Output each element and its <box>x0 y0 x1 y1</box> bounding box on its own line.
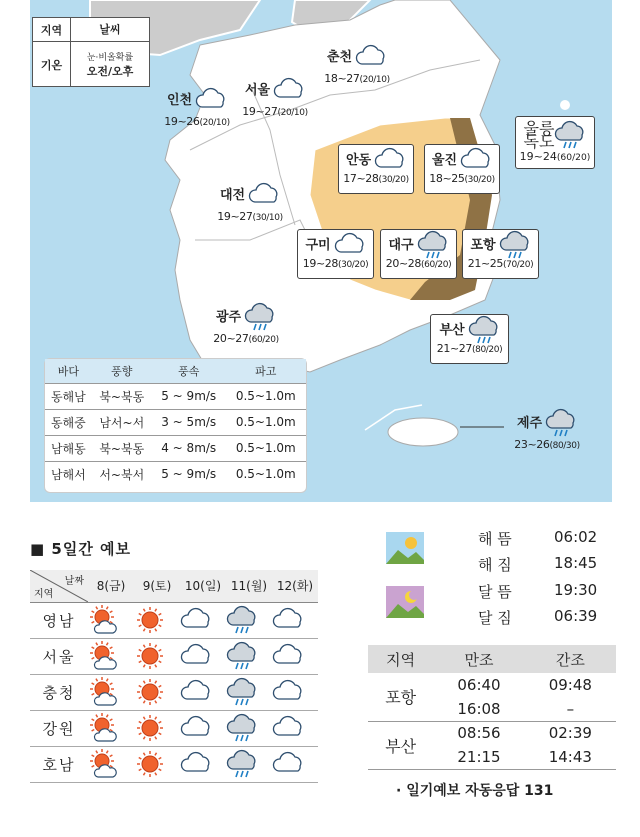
cloud-icon <box>272 605 318 635</box>
tide-header: 간조 <box>525 645 616 673</box>
sea-table <box>44 358 307 493</box>
forecast-cell <box>226 674 272 710</box>
tide-high: 21:15 <box>433 745 524 769</box>
sea-cell: 0.5~1.0m <box>226 409 306 435</box>
forecast-cell <box>272 674 318 710</box>
forecast-title: 5일간 예보 <box>51 540 132 558</box>
city-temp: 19~26 <box>164 115 200 128</box>
city-name: 춘천 <box>326 49 353 65</box>
forecast-cell <box>272 602 318 638</box>
city-rain: (30/10) <box>252 213 283 223</box>
city-daejeon <box>210 180 290 225</box>
forecast-region: 충청 <box>30 674 88 710</box>
forecast-region: 강원 <box>30 710 88 746</box>
sea-cell: 남해서 <box>45 461 92 487</box>
city-temp: 19~27 <box>217 210 253 223</box>
forecast-cell <box>134 674 180 710</box>
city-temp: 19~27 <box>242 105 278 118</box>
cloud-icon <box>272 713 318 743</box>
day-header: 11(월) <box>226 570 272 602</box>
rain-icon <box>499 230 531 260</box>
city-rain: (20/10) <box>277 108 308 118</box>
cloud-icon <box>272 749 318 779</box>
tide-high: 16:08 <box>433 697 524 721</box>
cloud-icon <box>248 180 280 210</box>
sea-header: 풍향 <box>92 359 152 383</box>
sun-icon <box>134 605 180 635</box>
moonset-label: 달 짐 <box>478 609 512 627</box>
cloud-icon <box>272 677 318 707</box>
city-temp: 19~24 <box>519 150 557 163</box>
sun-icon <box>134 641 180 671</box>
legend-rain-label: 눈·비올확률 <box>86 52 134 63</box>
city-name: 구미 <box>305 237 331 253</box>
forecast-corner <box>30 570 88 602</box>
tide-table <box>368 645 616 770</box>
five-day-forecast <box>30 538 318 783</box>
city-temp: 20~28 <box>385 257 422 270</box>
city-rain: (80/20) <box>472 345 503 355</box>
city-name: 대전 <box>219 187 246 203</box>
moonrise-time: 19:30 <box>554 581 598 599</box>
city-rain: (20/10) <box>359 75 390 85</box>
cloud-icon <box>355 42 387 72</box>
city-seoul <box>235 75 315 120</box>
day-header: 9(토) <box>134 570 180 602</box>
rain-icon <box>226 605 272 635</box>
tide-region: 포항 <box>368 673 433 721</box>
city-rain: (60/20) <box>248 335 279 345</box>
legend-region-label: 지역 <box>33 18 71 41</box>
city-name: 울진 <box>431 152 458 168</box>
rain-icon <box>226 749 272 779</box>
square-bullet-icon: ■ <box>30 540 52 558</box>
tide-high: 06:40 <box>457 676 501 694</box>
cloud-icon <box>180 605 226 635</box>
city-andong <box>338 144 414 194</box>
map-legend <box>32 17 150 87</box>
city-pohang <box>462 229 539 279</box>
sea-row <box>45 409 306 435</box>
rain-icon <box>226 677 272 707</box>
moonrise-label: 달 뜸 <box>478 583 512 601</box>
moonset-time: 06:39 <box>554 607 598 625</box>
tide-header: 만조 <box>433 645 524 673</box>
forecast-cell <box>88 746 134 782</box>
auto-response-line: · 일기예보 자동응답 131 <box>396 783 554 799</box>
sea-cell: 서~북서 <box>92 461 152 487</box>
forecast-region: 서울 <box>30 638 88 674</box>
forecast-cell <box>134 638 180 674</box>
city-name: 광주 <box>215 309 242 325</box>
cloud-icon <box>180 749 226 779</box>
forecast-row <box>30 638 318 674</box>
sea-cell: 0.5~1.0m <box>226 435 306 461</box>
legend-weather-label: 날씨 <box>99 22 121 36</box>
corner-date-label: 날짜 <box>64 576 84 587</box>
city-chuncheon <box>320 42 394 87</box>
forecast-cell <box>134 746 180 782</box>
sea-cell: 0.5~1.0m <box>226 461 306 487</box>
sea-row <box>45 461 306 487</box>
cloud-icon <box>374 145 406 175</box>
legend-ampm-label: 오전/오후 <box>86 64 134 78</box>
tide-region: 부산 <box>368 721 433 769</box>
city-name: 부산 <box>439 322 465 338</box>
forecast-cell <box>226 638 272 674</box>
rain-icon <box>545 408 577 438</box>
city-rain: (70/20) <box>503 260 534 270</box>
tide-low: – <box>525 697 616 721</box>
sun-icon <box>134 749 180 779</box>
forecast-row <box>30 746 318 782</box>
sun-cloud-icon <box>88 749 134 779</box>
city-rain: (20/10) <box>199 118 230 128</box>
rain-icon <box>417 230 449 260</box>
forecast-cell <box>226 602 272 638</box>
legend-temp-label: 기온 <box>33 42 71 87</box>
sea-cell: 5 ~ 9m/s <box>152 461 226 487</box>
rain-icon <box>226 641 272 671</box>
city-temp: 17~28 <box>343 172 379 185</box>
sea-header: 파고 <box>226 359 306 383</box>
city-name: 인천 <box>166 92 193 108</box>
cloud-icon <box>180 713 226 743</box>
forecast-cell <box>134 710 180 746</box>
cloud-icon <box>334 230 366 260</box>
forecast-cell <box>272 710 318 746</box>
city-name: 제주 <box>516 415 543 431</box>
sun-icon <box>134 677 180 707</box>
sun-landscape-icon <box>386 532 424 564</box>
moon-landscape-icon <box>386 586 424 618</box>
rain-icon <box>226 713 272 743</box>
city-ulleung <box>515 116 595 169</box>
sunset-label: 해 짐 <box>478 556 512 574</box>
cloud-icon <box>272 641 318 671</box>
city-name: 포항 <box>470 237 496 253</box>
sunrise-time: 06:02 <box>554 528 598 546</box>
forecast-cell <box>88 638 134 674</box>
city-temp: 21~27 <box>436 342 473 355</box>
day-header: 12(화) <box>272 570 318 602</box>
sun-cloud-icon <box>88 641 134 671</box>
city-temp: 20~27 <box>213 332 249 345</box>
cloud-icon <box>180 641 226 671</box>
city-name: 서울 <box>244 82 271 98</box>
city-busan <box>430 314 509 364</box>
forecast-cell <box>134 602 180 638</box>
forecast-cell <box>226 746 272 782</box>
forecast-cell <box>226 710 272 746</box>
forecast-cell <box>180 674 226 710</box>
city-temp: 23~26 <box>514 438 550 451</box>
sea-cell: 동해남 <box>45 383 92 409</box>
forecast-cell <box>180 710 226 746</box>
sunrise-label: 해 뜸 <box>478 530 512 548</box>
forecast-row <box>30 602 318 638</box>
city-temp: 18~27 <box>324 72 360 85</box>
sea-header: 바다 <box>45 359 92 383</box>
sea-cell: 5 ~ 9m/s <box>152 383 226 409</box>
forecast-region: 영남 <box>30 602 88 638</box>
sea-cell: 북~북동 <box>92 435 152 461</box>
forecast-cell <box>272 638 318 674</box>
forecast-row <box>30 674 318 710</box>
cloud-icon <box>180 677 226 707</box>
sea-cell: 4 ~ 8m/s <box>152 435 226 461</box>
city-rain: (30/20) <box>338 260 369 270</box>
forecast-cell <box>88 674 134 710</box>
forecast-cell <box>180 638 226 674</box>
forecast-cell <box>180 746 226 782</box>
sea-cell: 동해중 <box>45 409 92 435</box>
city-temp: 18~25 <box>429 172 465 185</box>
rain-icon <box>244 302 276 332</box>
sea-row <box>45 383 306 409</box>
city-rain: (80/30) <box>549 441 580 451</box>
day-header: 8(금) <box>88 570 134 602</box>
city-name: 안동 <box>345 152 372 168</box>
sea-cell: 북~북동 <box>92 383 152 409</box>
city-rain: (60/20) <box>421 260 452 270</box>
tide-low: 14:43 <box>525 745 616 769</box>
city-name: 울릉 독도 <box>523 119 555 151</box>
tide-high: 08:56 <box>457 724 501 743</box>
forecast-cell <box>88 710 134 746</box>
sea-cell: 0.5~1.0m <box>226 383 306 409</box>
day-header: 10(일) <box>180 570 226 602</box>
tide-low: 09:48 <box>548 676 592 694</box>
city-jeju <box>506 408 588 453</box>
corner-region-label: 지역 <box>34 588 54 600</box>
city-temp: 21~25 <box>467 257 504 270</box>
cloud-icon <box>273 75 305 105</box>
sea-header: 풍속 <box>152 359 226 383</box>
city-incheon <box>158 85 236 130</box>
sea-cell: 3 ~ 5m/s <box>152 409 226 435</box>
forecast-region: 호남 <box>30 746 88 782</box>
forecast-cell <box>88 602 134 638</box>
city-gwangju <box>205 302 287 347</box>
sun-cloud-icon <box>88 713 134 743</box>
forecast-cell <box>180 602 226 638</box>
sea-cell: 남서~서 <box>92 409 152 435</box>
tide-header: 지역 <box>368 645 433 673</box>
rain-icon <box>468 315 500 345</box>
sun-icon <box>134 713 180 743</box>
forecast-cell <box>272 746 318 782</box>
sea-cell: 남해동 <box>45 435 92 461</box>
sea-row <box>45 435 306 461</box>
city-uljin <box>424 144 500 194</box>
city-rain: (60/20) <box>556 152 591 163</box>
city-rain: (30/20) <box>464 175 495 185</box>
city-temp: 19~28 <box>302 257 339 270</box>
sun-cloud-icon <box>88 677 134 707</box>
cloud-icon <box>460 145 492 175</box>
city-gumi <box>297 229 374 279</box>
rain-icon <box>554 120 586 150</box>
city-daegu <box>380 229 457 279</box>
city-name: 대구 <box>388 237 414 253</box>
cloud-icon <box>195 85 227 115</box>
forecast-row <box>30 710 318 746</box>
city-rain: (30/20) <box>378 175 409 185</box>
sunset-time: 18:45 <box>554 554 598 572</box>
tide-low: 02:39 <box>548 724 592 743</box>
sun-cloud-icon <box>88 605 134 635</box>
